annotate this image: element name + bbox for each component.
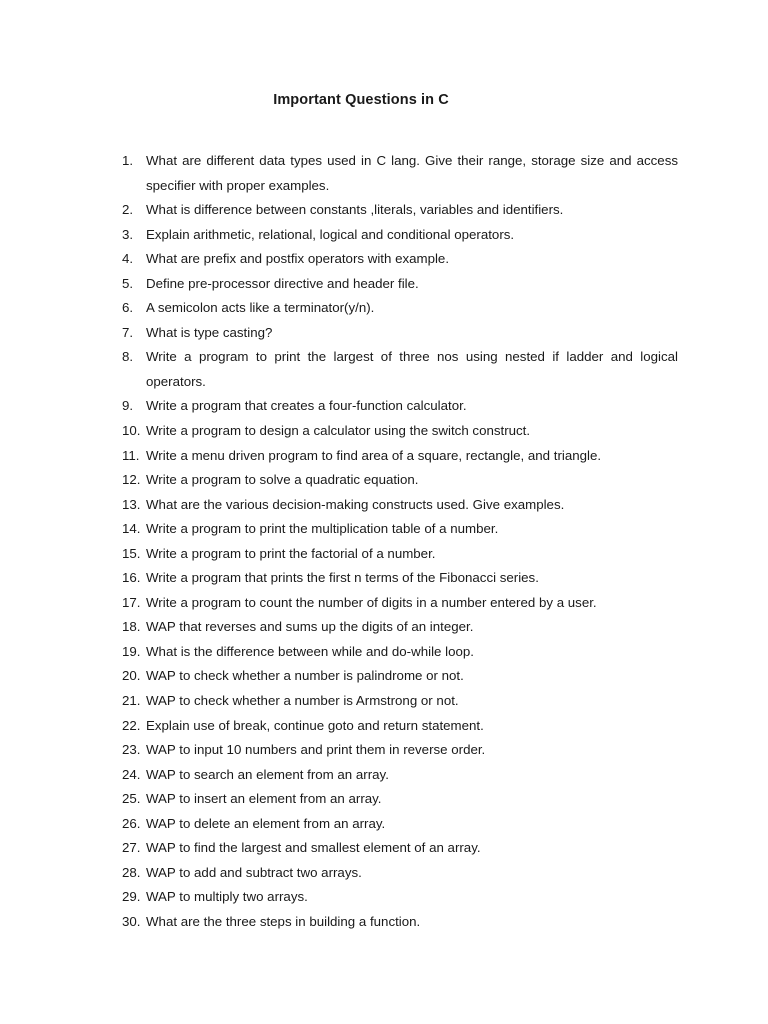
question-item (122, 689, 678, 714)
question-number: 30. (122, 913, 141, 929)
question-number: 22. (122, 717, 141, 733)
question-number: 4. (122, 251, 134, 267)
question-text: A semicolon acts like a terminator(y/n). (146, 300, 375, 316)
question-text: What are the various decision-making constructs used. Give examples. (146, 496, 565, 512)
question-text: Write a program to print the multiplication table of a number. (146, 521, 499, 537)
question-text: Explain use of break, continue goto and return statement. (146, 717, 484, 733)
question-item (122, 664, 678, 689)
question-text: What is the difference between while and do-while loop. (146, 643, 474, 659)
question-item (122, 738, 678, 763)
question-text: WAP to find the largest and smallest element of an array. (146, 840, 481, 856)
question-number: 10. (122, 423, 141, 439)
question-number: 15. (122, 545, 141, 561)
question-number: 23. (122, 742, 141, 758)
question-text: Write a program that creates a four-function calculator. (146, 398, 467, 414)
question-text: What is type casting? (146, 324, 273, 340)
question-text: What are the three steps in building a function. (146, 913, 421, 929)
question-item (122, 198, 678, 223)
question-number: 26. (122, 815, 141, 831)
question-number: 16. (122, 570, 141, 586)
question-item (122, 468, 678, 493)
question-text: What is difference between constants ,literals, variables and identifiers. (146, 202, 564, 218)
question-number: 5. (122, 275, 134, 291)
question-item (122, 149, 678, 198)
question-item (122, 223, 678, 248)
question-item (122, 714, 678, 739)
question-item (122, 493, 678, 518)
question-text: WAP to delete an element from an array. (146, 815, 386, 831)
question-number: 27. (122, 840, 141, 856)
question-number: 11. (122, 447, 140, 463)
question-item (122, 394, 678, 419)
question-text: WAP to add and subtract two arrays. (146, 864, 362, 880)
question-text: WAP to insert an element from an array. (146, 791, 382, 807)
question-item (122, 517, 678, 542)
question-number: 25. (122, 791, 141, 807)
question-item (122, 861, 678, 886)
question-item (122, 247, 678, 272)
document-title: Important Questions in C (273, 92, 449, 108)
question-number: 17. (122, 594, 141, 610)
question-text: What are different data types used in C lang. Give their range, storage size and access specifier with proper examples. (146, 153, 678, 193)
question-number: 6. (122, 300, 134, 316)
question-text: Write a program that prints the first n terms of the Fibonacci series. (146, 570, 539, 586)
question-number: 19. (122, 643, 141, 659)
question-item (122, 444, 678, 469)
question-item (122, 542, 678, 567)
question-text: WAP to check whether a number is Armstrong or not. (146, 693, 459, 709)
question-number: 13. (122, 496, 141, 512)
question-number: 3. (122, 226, 134, 242)
question-text: Define pre-processor directive and header file. (146, 275, 419, 291)
question-text: Write a program to count the number of digits in a number entered by a user. (146, 594, 597, 610)
question-number: 12. (122, 472, 141, 488)
question-item (122, 836, 678, 861)
question-item (122, 885, 678, 910)
question-number: 20. (122, 668, 141, 684)
question-text: WAP that reverses and sums up the digits of an integer. (146, 619, 474, 635)
question-number: 1. (122, 153, 134, 168)
question-text: WAP to input 10 numbers and print them in reverse order. (146, 742, 486, 758)
question-item (122, 321, 678, 346)
question-text: WAP to check whether a number is palindrome or not. (146, 668, 464, 684)
question-number: 21. (122, 693, 141, 709)
question-number: 24. (122, 766, 141, 782)
question-number: 14. (122, 521, 141, 537)
question-item (122, 345, 678, 394)
question-text: Write a menu driven program to find area of a square, rectangle, and triangle. (146, 447, 602, 463)
question-item (122, 615, 678, 640)
question-item (122, 296, 678, 321)
question-list (122, 149, 678, 935)
question-text: WAP to search an element from an array. (146, 766, 389, 782)
question-item (122, 591, 678, 616)
question-text: Explain arithmetic, relational, logical and conditional operators. (146, 226, 515, 242)
question-number: 28. (122, 864, 141, 880)
question-item (122, 419, 678, 444)
question-item (122, 787, 678, 812)
question-text: Write a program to solve a quadratic equation. (146, 472, 419, 488)
question-item (122, 812, 678, 837)
question-text: Write a program to print the factorial of a number. (146, 545, 436, 561)
question-number: 2. (122, 202, 134, 218)
question-text: Write a program to print the largest of three nos using nested if ladder and logical operators. (146, 349, 678, 389)
question-text: WAP to multiply two arrays. (146, 889, 308, 905)
question-item (122, 763, 678, 788)
question-item (122, 640, 678, 665)
question-number: 8. (122, 349, 134, 365)
question-item (122, 272, 678, 297)
question-item (122, 910, 678, 935)
question-number: 7. (122, 324, 134, 340)
question-number: 18. (122, 619, 141, 635)
question-number: 9. (122, 398, 134, 414)
question-number: 29. (122, 889, 141, 905)
question-text: Write a program to design a calculator using the switch construct. (146, 423, 531, 439)
question-item (122, 566, 678, 591)
question-text: What are prefix and postfix operators with example. (146, 251, 450, 267)
